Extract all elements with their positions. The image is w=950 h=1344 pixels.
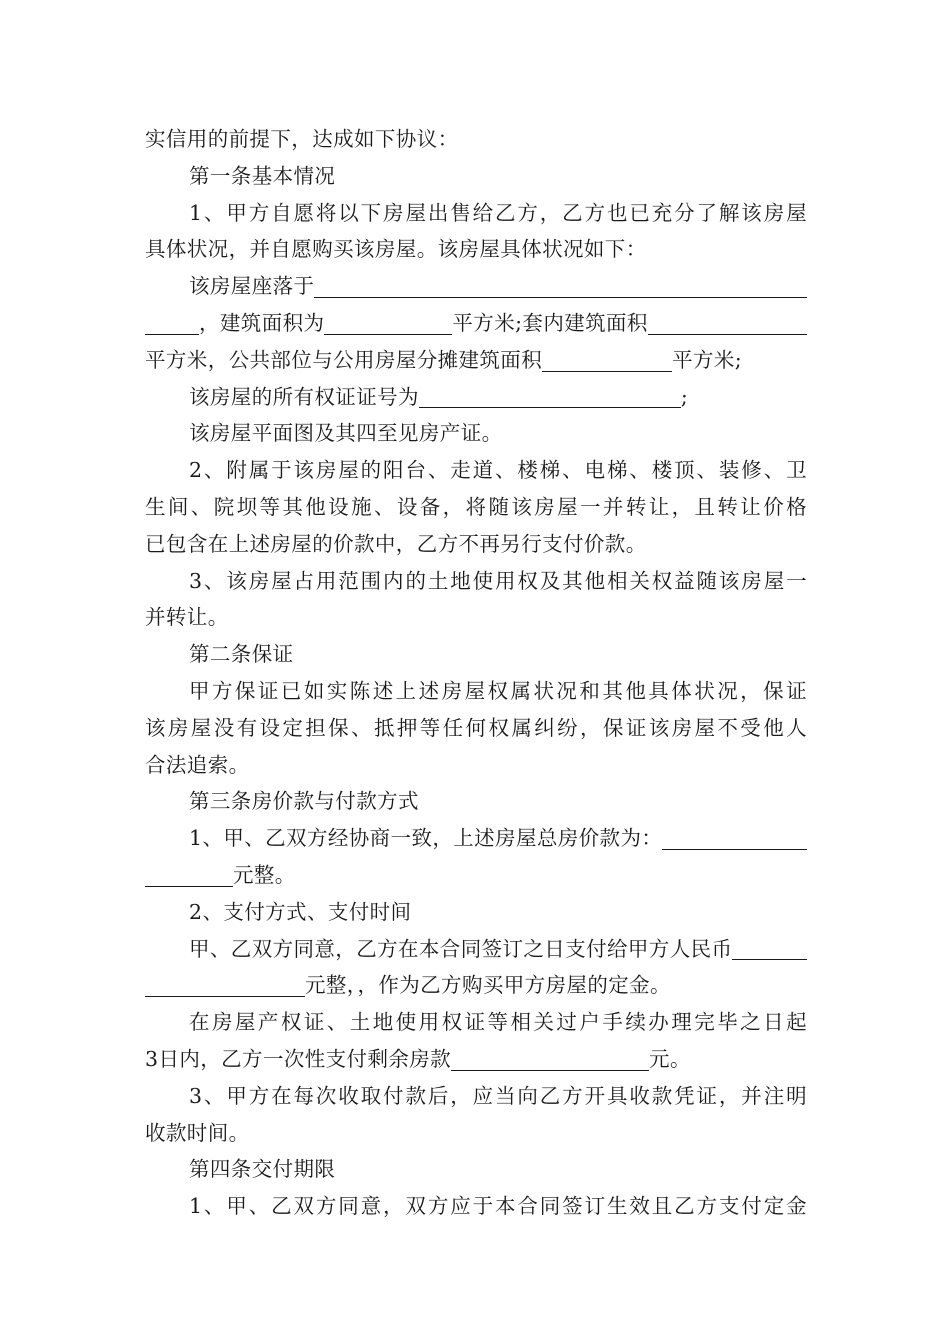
certificate-label: 该房屋的所有权证证号为	[189, 384, 419, 409]
text-line: 2、附属于该房屋的阳台、走道、楼梯、电梯、楼顶、装修、卫	[189, 458, 807, 483]
text-line: 收款时间。	[145, 1120, 250, 1145]
deposit-blank	[732, 937, 807, 960]
location-blank	[314, 275, 807, 298]
shared-area-label: 平方米，公共部位与公用房屋分摊建筑面积	[145, 347, 543, 372]
building-area-blank	[324, 312, 452, 335]
article-2-heading: 第二条保证	[189, 642, 294, 667]
total-price-label: 1、甲、乙双方经协商一致，上述房屋总房价款为：	[189, 826, 663, 851]
deposit-blank-continued	[145, 974, 305, 997]
text-line: 3、甲方在每次收取付款后，应当向乙方开具收款凭证，并注明	[189, 1083, 807, 1108]
text-line: 2、支付方式、支付时间	[189, 899, 412, 924]
text-line: 甲方保证已如实陈述上述房屋权属状况和其他具体状况，保证	[189, 678, 807, 703]
text-line: 该房屋平面图及其四至见房产证。	[189, 421, 503, 446]
balance-label: 3日内，乙方一次性支付剩余房款	[145, 1046, 452, 1071]
building-area-label: ，建筑面积为	[199, 310, 325, 335]
text-line: 生间、院坝等其他设施、设备，将随该房屋一并转让，且转让价格	[145, 494, 807, 519]
shared-area-blank	[542, 349, 672, 372]
text-line: 已包含在上述房屋的价款中，乙方不再另行支付价款。	[145, 531, 647, 556]
balance-blank	[451, 1048, 649, 1071]
inner-area-label: 平方米;套内建筑面积	[452, 310, 648, 335]
article-4-heading: 第四条交付期限	[189, 1157, 336, 1182]
shared-area-line	[145, 342, 807, 379]
total-price-blank	[662, 827, 807, 850]
deposit-line-2	[145, 967, 807, 1004]
text-line: 在房屋产权证、土地使用权证等相关过户手续办理完毕之日起	[189, 1010, 807, 1035]
article-1-heading: 第一条基本情况	[189, 163, 336, 188]
location-blank-continued	[145, 312, 199, 335]
deposit-line	[145, 931, 807, 968]
total-price-line-2	[145, 857, 807, 894]
certificate-end: ;	[680, 384, 689, 409]
certificate-line	[145, 379, 807, 416]
deposit-label: 甲、乙双方同意，乙方在本合同签订之日支付给甲方人民币	[189, 936, 733, 961]
inner-area-blank	[648, 312, 807, 335]
balance-unit: 元。	[649, 1046, 691, 1071]
deposit-unit: 元整，，作为乙方购买甲方房屋的定金。	[305, 973, 671, 998]
text-line: 该房屋没有设定担保、抵押等任何权属纠纷，保证该房屋不受他人	[145, 715, 807, 740]
total-price-line	[145, 820, 807, 857]
total-price-unit: 元整。	[233, 862, 296, 887]
text-line: 1、甲方自愿将以下房屋出售给乙方，乙方也已充分了解该房屋	[189, 200, 807, 225]
certificate-number-blank	[419, 385, 681, 408]
article-3-heading: 第三条房价款与付款方式	[189, 789, 419, 814]
text-line: 并转让。	[145, 605, 229, 630]
location-line	[145, 268, 807, 305]
location-label: 该房屋座落于	[189, 274, 315, 299]
balance-line	[145, 1041, 807, 1078]
total-price-blank-continued	[145, 864, 233, 887]
area-line	[145, 305, 807, 342]
text-line: 合法追索。	[145, 752, 250, 777]
text-line: 实信用的前提下，达成如下协议：	[145, 127, 459, 151]
text-line: 具体状况，并自愿购买该房屋。该房屋具体状况如下：	[145, 237, 647, 262]
text-line: 3、该房屋占用范围内的土地使用权及其他相关权益随该房屋一	[189, 568, 807, 593]
contract-body	[145, 121, 807, 1225]
shared-area-unit: 平方米;	[672, 347, 743, 372]
text-line: 1、甲、乙双方同意，双方应于本合同签订生效且乙方支付定金	[189, 1194, 807, 1219]
